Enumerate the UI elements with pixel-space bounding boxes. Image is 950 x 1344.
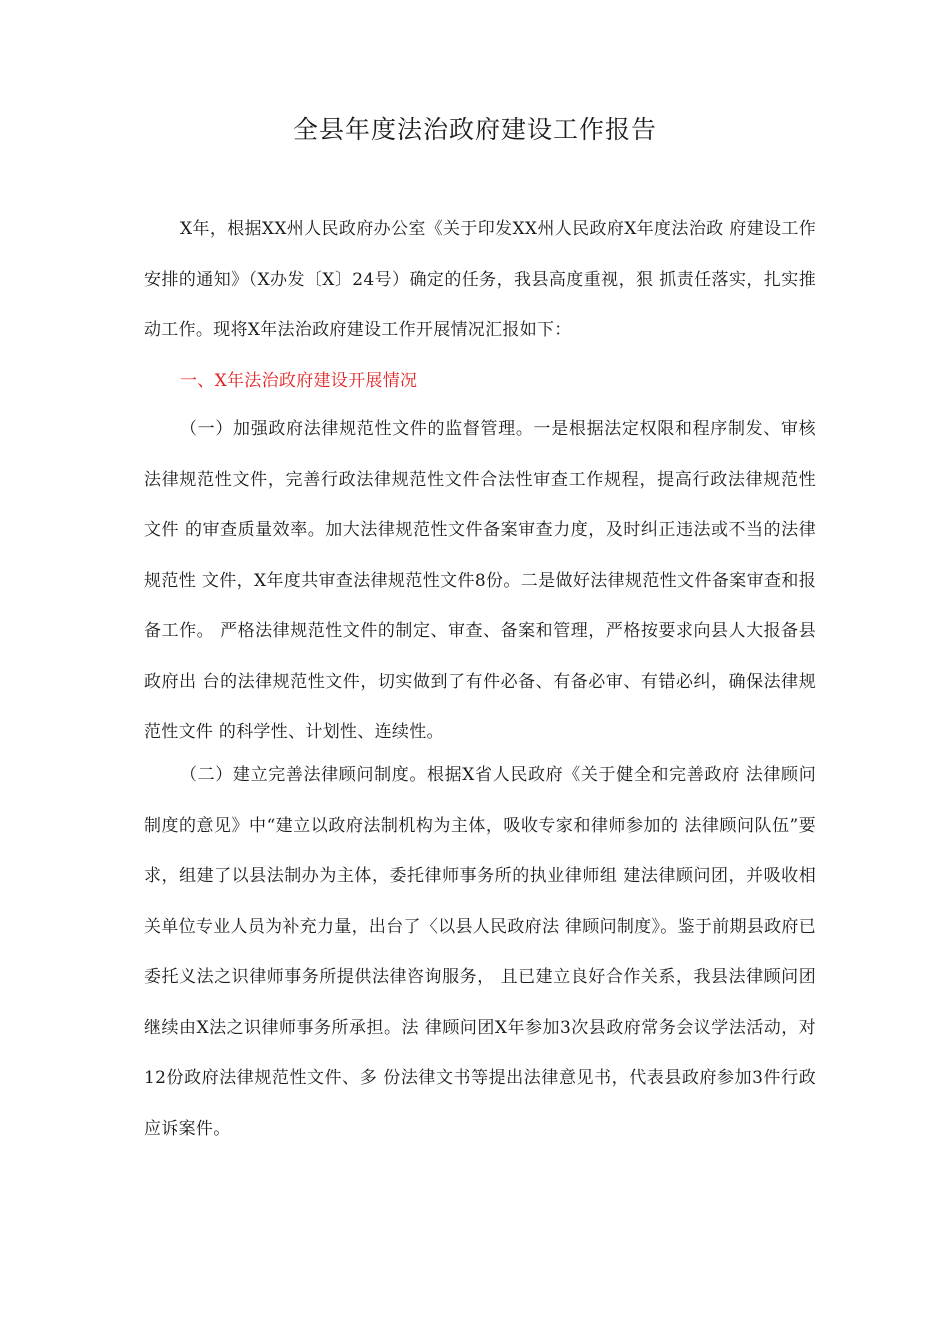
- paragraph-legal-advisor: （二）建立完善法律顾问制度。根据X省人民政府《关于健全和完善政府 法律顾问制度的意见》中“建立以政府法制机构为主体，吸收专家和律师参加的 法律顾问队伍”要求，组建了以县法制办为主体，委托律师事务所的执业律师组 建法律顾问团，并吸收相关单位专业人员为补充力量，出台了〈以县人民政府法 律顾问制度》。鉴于前期县政府已委托义法之识律师事务所提供法律咨询服务， 且已建立良好合作关系，我县法律顾问团继续由X法之识律师事务所承担。法 律顾问团X年参加3次县政府常务会议学法活动，对12份政府法律规范性文件、多 份法律文书等提出法律意见书，代表县政府参加3件行政应诉案件。: [144, 765, 816, 1139]
- section-heading: 一、X年法治政府建设开展情况: [180, 371, 418, 391]
- intro-paragraph: X年，根据XX州人民政府办公室《关于印发XX州人民政府X年度法治政 府建设工作安排的通知》（X办发〔X〕24号）确定的任务，我县高度重视，狠 抓责任落实，扎实推动工作。现将X年法治政府建设工作开展情况汇报如下：: [144, 219, 816, 340]
- paragraph-regulatory-documents: （一）加强政府法律规范性文件的监督管理。一是根据法定权限和程序制发、审核法律规范性文件，完善行政法律规范性文件合法性审查工作规程，提高行政法律规范性文件 的审查质量效率。加大法律规范性文件备案审查力度，及时纠正违法或不当的法律规范性 文件，X年度共审查法律规范性文件8份。二是做好法律规范性文件备案审查和报备工作。 严格法律规范性文件的制定、审查、备案和管理，严格按要求向县人大报备县政府出 台的法律规范性文件，切实做到了有件必备、有备必审、有错必纠，确保法律规范性文件 的科学性、计划性、连续性。: [144, 419, 816, 742]
- document-title: 全县年度法治政府建设工作报告: [292, 115, 657, 144]
